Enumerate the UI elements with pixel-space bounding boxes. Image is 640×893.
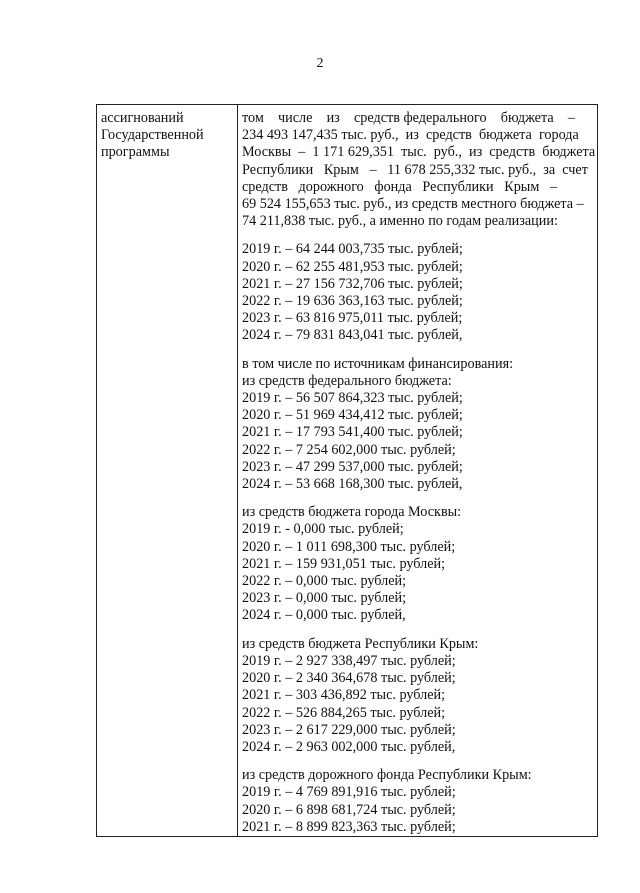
right-cell bbox=[238, 105, 598, 837]
total-year-line: 2021 г. – 27 156 732,706 тыс. рублей; bbox=[242, 275, 463, 292]
intro-line: Республики Крым – 11 678 255,332 тыс. руб., за счет bbox=[242, 161, 588, 178]
program-table bbox=[96, 104, 598, 837]
moscow-year-line: 2021 г. – 159 931,051 тыс. рублей; bbox=[242, 555, 446, 572]
intro-line: том числе из средств федерального бюджета – bbox=[242, 110, 575, 126]
crimea-year-line: 2022 г. – 526 884,265 тыс. рублей; bbox=[242, 704, 446, 721]
road-fund-year-line: 2020 г. – 6 898 681,724 тыс. рублей; bbox=[242, 801, 456, 818]
crimea-year-line: 2021 г. – 303 436,892 тыс. рублей; bbox=[242, 687, 446, 704]
left-cell bbox=[97, 105, 238, 837]
intro-line: 234 493 147,435 тыс. руб., из средств бюджета города bbox=[242, 127, 579, 144]
federal-year-line: 2023 г. – 47 299 537,000 тыс. рублей; bbox=[242, 458, 463, 475]
block-heading: из средств дорожного фонда Республики Крым: bbox=[242, 767, 532, 784]
federal-year-line: 2019 г. – 56 507 864,323 тыс. рублей; bbox=[242, 390, 463, 407]
intro-paragraph bbox=[242, 110, 596, 230]
total-year-line: 2022 г. – 19 636 363,163 тыс. рублей; bbox=[242, 293, 463, 310]
page-number: 2 bbox=[316, 56, 324, 71]
federal-year-line: 2020 г. – 51 969 434,412 тыс. рублей; bbox=[242, 407, 463, 424]
intro-line: 69 524 155,653 тыс. руб., из средств местного бюджета – bbox=[242, 196, 584, 213]
federal-budget-block bbox=[242, 356, 593, 494]
totals-by-year bbox=[242, 241, 593, 344]
intro-line: средств дорожного фонда Республики Крым – bbox=[242, 178, 558, 195]
crimea-year-line: 2023 г. – 2 617 229,000 тыс. рублей; bbox=[242, 721, 456, 738]
intro-line: Москвы – 1 171 629,351 тыс. руб., из средств бюджета bbox=[242, 144, 596, 161]
left-cell-line: программы bbox=[101, 144, 170, 161]
left-cell-line: ассигнований bbox=[101, 110, 184, 126]
road-fund-year-line: 2019 г. – 4 769 891,916 тыс. рублей; bbox=[242, 784, 456, 801]
left-cell-line: Государственной bbox=[101, 127, 204, 144]
federal-year-line: 2022 г. – 7 254 602,000 тыс. рублей; bbox=[242, 441, 456, 458]
federal-year-line: 2021 г. – 17 793 541,400 тыс. рублей; bbox=[242, 424, 463, 441]
moscow-year-line: 2019 г. - 0,000 тыс. рублей; bbox=[242, 521, 404, 538]
total-year-line: 2023 г. – 63 816 975,011 тыс. рублей; bbox=[242, 310, 463, 327]
block-heading: в том числе по источникам финансирования: bbox=[242, 355, 514, 372]
moscow-year-line: 2022 г. – 0,000 тыс. рублей; bbox=[242, 573, 407, 590]
crimea-budget-block bbox=[242, 636, 593, 756]
crimea-year-line: 2019 г. – 2 927 338,497 тыс. рублей; bbox=[242, 652, 456, 669]
block-heading: из средств бюджета города Москвы: bbox=[242, 504, 462, 521]
crimea-year-line: 2024 г. – 2 963 002,000 тыс. рублей, bbox=[242, 738, 456, 755]
table-row bbox=[97, 105, 598, 837]
moscow-budget-block bbox=[242, 504, 593, 624]
federal-year-line: 2024 г. – 53 668 168,300 тыс. рублей, bbox=[242, 476, 463, 493]
total-year-line: 2020 г. – 62 255 481,953 тыс. рублей; bbox=[242, 258, 463, 275]
road-fund-block bbox=[242, 767, 593, 836]
total-year-line: 2024 г. – 79 831 843,041 тыс. рублей, bbox=[242, 327, 463, 344]
moscow-year-line: 2020 г. – 1 011 698,300 тыс. рублей; bbox=[242, 538, 456, 555]
block-heading: из средств бюджета Республики Крым: bbox=[242, 635, 479, 652]
block-heading: из средств федерального бюджета: bbox=[242, 372, 452, 389]
total-year-line: 2019 г. – 64 244 003,735 тыс. рублей; bbox=[242, 241, 463, 258]
crimea-year-line: 2020 г. – 2 340 364,678 тыс. рублей; bbox=[242, 670, 456, 687]
moscow-year-line: 2024 г. – 0,000 тыс. рублей, bbox=[242, 607, 406, 624]
intro-line: 74 211,838 тыс. руб., а именно по годам реализации: bbox=[242, 213, 558, 230]
road-fund-year-line: 2021 г. – 8 899 823,363 тыс. рублей; bbox=[242, 818, 456, 835]
moscow-year-line: 2023 г. – 0,000 тыс. рублей; bbox=[242, 590, 407, 607]
